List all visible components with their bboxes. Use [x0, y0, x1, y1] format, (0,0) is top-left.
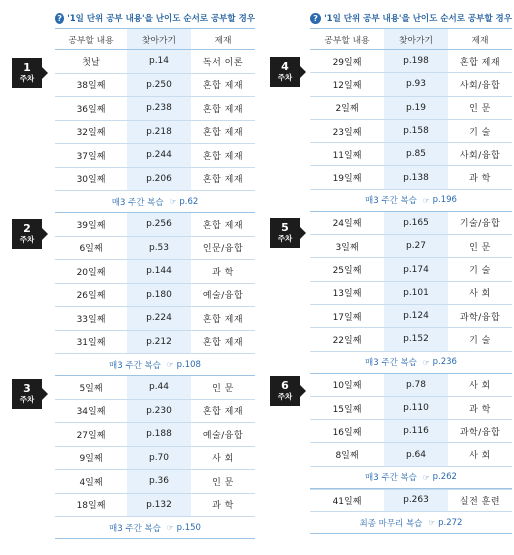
right-study-table	[310, 8, 512, 534]
table-row	[55, 144, 255, 168]
left-table-header	[55, 28, 255, 50]
subject-cell: 실전 훈련	[459, 496, 501, 507]
table-row	[310, 443, 512, 466]
subject-cell: 인 문	[212, 477, 234, 488]
subject-cell: 기 술	[469, 335, 491, 346]
review-page: p.62	[179, 196, 199, 207]
study-day-cell: 5일째	[79, 383, 103, 394]
left-banner-text: '1일 단위 공부 내용'을 난이도 순서로 공부할 경우	[67, 14, 255, 24]
subject-cell: 사 회	[469, 451, 491, 462]
left-study-table	[55, 8, 255, 539]
subject-cell: 사 회	[469, 289, 491, 300]
table-row	[310, 305, 512, 328]
week-badge-4: 4 주차	[270, 57, 300, 87]
header-subject: 제재	[471, 35, 489, 46]
page-ref-cell: p.70	[127, 447, 191, 470]
study-day-cell: 34일째	[76, 407, 106, 418]
subject-cell: 혼합 제재	[459, 57, 501, 68]
header-content: 공부할 내용	[68, 35, 114, 46]
subject-cell: 인문/융합	[202, 244, 244, 255]
study-day-cell: 11일째	[332, 150, 362, 161]
page-ref-cell: p.238	[127, 97, 191, 120]
subject-cell: 과 학	[212, 267, 234, 278]
study-day-cell: 6일째	[79, 244, 103, 255]
page-ref-cell: p.36	[127, 470, 191, 493]
header-goto: 찾아가기	[127, 29, 191, 49]
arrow-icon: ☞	[166, 523, 174, 532]
subject-cell: 인 문	[469, 242, 491, 253]
review-label: 매3 주간 복습	[109, 523, 161, 534]
page-ref-cell: p.263	[384, 490, 448, 511]
table-row	[55, 307, 255, 331]
header-goto: 찾아가기	[384, 29, 448, 49]
week-badge-1: 1 주차	[12, 58, 42, 88]
study-day-cell: 20일째	[76, 267, 106, 278]
page-ref-cell: p.188	[127, 423, 191, 446]
study-day-cell: 36일째	[76, 104, 106, 115]
table-row	[310, 235, 512, 258]
table-row	[55, 97, 255, 121]
page-ref-cell: p.244	[127, 144, 191, 167]
weekly-review-row	[310, 352, 512, 374]
subject-cell: 기술/융합	[459, 219, 501, 230]
page-ref-cell: p.27	[384, 235, 448, 257]
study-day-cell: 25일째	[332, 266, 362, 277]
study-day-cell: 41일째	[332, 496, 362, 507]
arrow-icon: ☞	[169, 197, 177, 206]
table-row	[310, 166, 512, 189]
table-row	[310, 489, 512, 512]
arrow-icon: ☞	[422, 357, 430, 367]
review-page: p.262	[432, 472, 457, 483]
subject-cell: 혼합 제재	[202, 220, 244, 231]
table-row	[55, 260, 255, 284]
table-row	[55, 121, 255, 145]
page-ref-cell: p.124	[384, 305, 448, 327]
review-page: p.108	[176, 359, 201, 370]
page-ref-cell: p.250	[127, 74, 191, 97]
week-badge-6: 6 주차	[270, 376, 300, 406]
final-review-row	[310, 512, 512, 534]
study-day-cell: 18일째	[76, 501, 106, 512]
page-ref-cell: p.218	[127, 121, 191, 144]
subject-cell: 혼합 제재	[202, 128, 244, 139]
table-row	[310, 420, 512, 443]
page-ref-cell: p.230	[127, 400, 191, 423]
subject-cell: 과 학	[212, 501, 234, 512]
header-content: 공부할 내용	[324, 35, 370, 46]
table-row	[310, 97, 512, 120]
table-row	[310, 143, 512, 166]
subject-cell: 독서 이론	[202, 57, 244, 68]
page-ref-cell: p.64	[384, 443, 448, 465]
page-ref-cell: p.53	[127, 237, 191, 260]
table-row	[55, 237, 255, 261]
subject-cell: 혼합 제재	[202, 338, 244, 349]
page-ref-cell: p.206	[127, 168, 191, 191]
week-badge-2: 2 주차	[12, 219, 42, 249]
table-row	[55, 470, 255, 494]
table-row	[310, 120, 512, 143]
subject-cell: 기 술	[469, 127, 491, 138]
study-day-cell: 23일째	[332, 127, 362, 138]
study-day-cell: 37일째	[76, 151, 106, 162]
page-ref-cell: p.138	[384, 166, 448, 188]
table-row	[310, 282, 512, 305]
table-row	[55, 168, 255, 192]
header-subject: 제재	[214, 35, 232, 46]
study-day-cell: 39일째	[76, 220, 106, 231]
subject-cell: 혼합 제재	[202, 81, 244, 92]
page-ref-cell: p.19	[384, 97, 448, 119]
study-day-cell: 27일째	[76, 430, 106, 441]
subject-cell: 사회/융합	[459, 150, 501, 161]
study-day-cell: 10일째	[332, 381, 362, 392]
page-ref-cell: p.180	[127, 284, 191, 307]
question-icon: ?	[310, 13, 321, 24]
study-day-cell: 3일째	[335, 242, 359, 253]
page-ref-cell: p.93	[384, 73, 448, 95]
final-review-page: p.272	[438, 517, 463, 528]
page-ref-cell: p.132	[127, 494, 191, 517]
table-row	[55, 213, 255, 237]
table-row	[55, 447, 255, 471]
final-review-label: 최종 마무리 복습	[359, 518, 423, 529]
arrow-icon: ☞	[166, 360, 174, 369]
table-row	[310, 50, 512, 73]
study-day-cell: 16일째	[332, 427, 362, 438]
review-page: p.150	[176, 522, 201, 533]
table-row	[310, 212, 512, 235]
page-ref-cell: p.198	[384, 50, 448, 72]
page-ref-cell: p.78	[384, 374, 448, 396]
review-page: p.196	[432, 195, 457, 206]
subject-cell: 혼합 제재	[202, 407, 244, 418]
page-ref-cell: p.14	[127, 50, 191, 73]
weekly-review-row	[310, 190, 512, 212]
study-day-cell: 38일째	[76, 81, 106, 92]
review-label: 매3 주간 복습	[109, 360, 161, 371]
study-day-cell: 26일째	[76, 291, 106, 302]
subject-cell: 사 회	[212, 454, 234, 465]
subject-cell: 과학/융합	[459, 312, 501, 323]
table-row	[55, 284, 255, 308]
study-day-cell: 22일째	[332, 335, 362, 346]
table-row	[310, 258, 512, 281]
subject-cell: 혼합 제재	[202, 151, 244, 162]
table-row	[55, 74, 255, 98]
review-page: p.236	[432, 357, 457, 368]
page-ref-cell: p.224	[127, 307, 191, 330]
subject-cell: 사회/융합	[459, 80, 501, 91]
study-day-cell: 12일째	[332, 80, 362, 91]
page-ref-cell: p.158	[384, 120, 448, 142]
review-label: 매3 주간 복습	[365, 196, 417, 207]
subject-cell: 인 문	[212, 383, 234, 394]
arrow-icon: ☞	[422, 195, 430, 205]
subject-cell: 인 문	[469, 104, 491, 115]
study-day-cell: 9일째	[79, 454, 103, 465]
arrow-icon: ☞	[428, 518, 436, 528]
review-label: 매3 주간 복습	[365, 358, 417, 369]
subject-cell: 과 학	[469, 174, 491, 185]
table-row	[55, 331, 255, 355]
subject-cell: 혼합 제재	[202, 314, 244, 325]
study-day-cell: 32일째	[76, 128, 106, 139]
study-day-cell: 첫날	[82, 57, 100, 68]
subject-cell: 과 학	[469, 404, 491, 415]
page-ref-cell: p.256	[127, 213, 191, 236]
page-ref-cell: p.152	[384, 328, 448, 350]
study-day-cell: 30일째	[76, 175, 106, 186]
table-row	[55, 376, 255, 400]
study-day-cell: 24일째	[332, 219, 362, 230]
study-day-cell: 4일째	[79, 477, 103, 488]
subject-cell: 예술/융합	[202, 430, 244, 441]
table-row	[310, 374, 512, 397]
weekly-review-row	[55, 354, 255, 376]
week-badge-3: 3 주차	[12, 379, 42, 409]
question-icon: ?	[55, 13, 64, 24]
study-day-cell: 29일째	[332, 57, 362, 68]
subject-cell: 과학/융합	[459, 427, 501, 438]
page-ref-cell: p.85	[384, 143, 448, 165]
right-banner-text: '1일 단위 공부 내용'을 난이도 순서로 공부할 경우	[324, 14, 512, 24]
subject-cell: 혼합 제재	[202, 104, 244, 115]
study-day-cell: 31일째	[76, 338, 106, 349]
study-day-cell: 13일째	[332, 289, 362, 300]
left-banner	[55, 8, 255, 28]
subject-cell: 사 회	[469, 381, 491, 392]
review-label: 매3 주간 복습	[365, 473, 417, 484]
right-table-header	[310, 28, 512, 50]
review-label: 매3 주간 복습	[111, 197, 164, 208]
weekly-review-row	[310, 467, 512, 489]
study-day-cell: 33일째	[76, 314, 106, 325]
right-banner	[310, 8, 512, 28]
weekly-review-row	[55, 191, 255, 213]
study-day-cell: 2일째	[335, 104, 359, 115]
table-row	[55, 400, 255, 424]
page-ref-cell: p.116	[384, 420, 448, 442]
subject-cell: 혼합 제재	[202, 175, 244, 186]
study-day-cell: 15일째	[332, 404, 362, 415]
study-day-cell: 19일째	[332, 174, 362, 185]
week-badge-5: 5 주차	[270, 218, 300, 248]
table-row	[310, 397, 512, 420]
subject-cell: 기 술	[469, 266, 491, 277]
arrow-icon: ☞	[422, 472, 430, 482]
page-ref-cell: p.212	[127, 331, 191, 354]
table-row	[310, 73, 512, 96]
table-row	[55, 423, 255, 447]
table-row	[55, 50, 255, 74]
page-ref-cell: p.165	[384, 212, 448, 234]
subject-cell: 예술/융합	[202, 291, 244, 302]
table-row	[310, 328, 512, 351]
page-ref-cell: p.110	[384, 397, 448, 419]
study-day-cell: 17일째	[332, 312, 362, 323]
table-row	[55, 494, 255, 518]
page-ref-cell: p.44	[127, 376, 191, 399]
page-ref-cell: p.101	[384, 282, 448, 304]
page-ref-cell: p.174	[384, 258, 448, 280]
weekly-review-row	[55, 517, 255, 539]
page-ref-cell: p.144	[127, 260, 191, 283]
study-day-cell: 8일째	[335, 451, 359, 462]
